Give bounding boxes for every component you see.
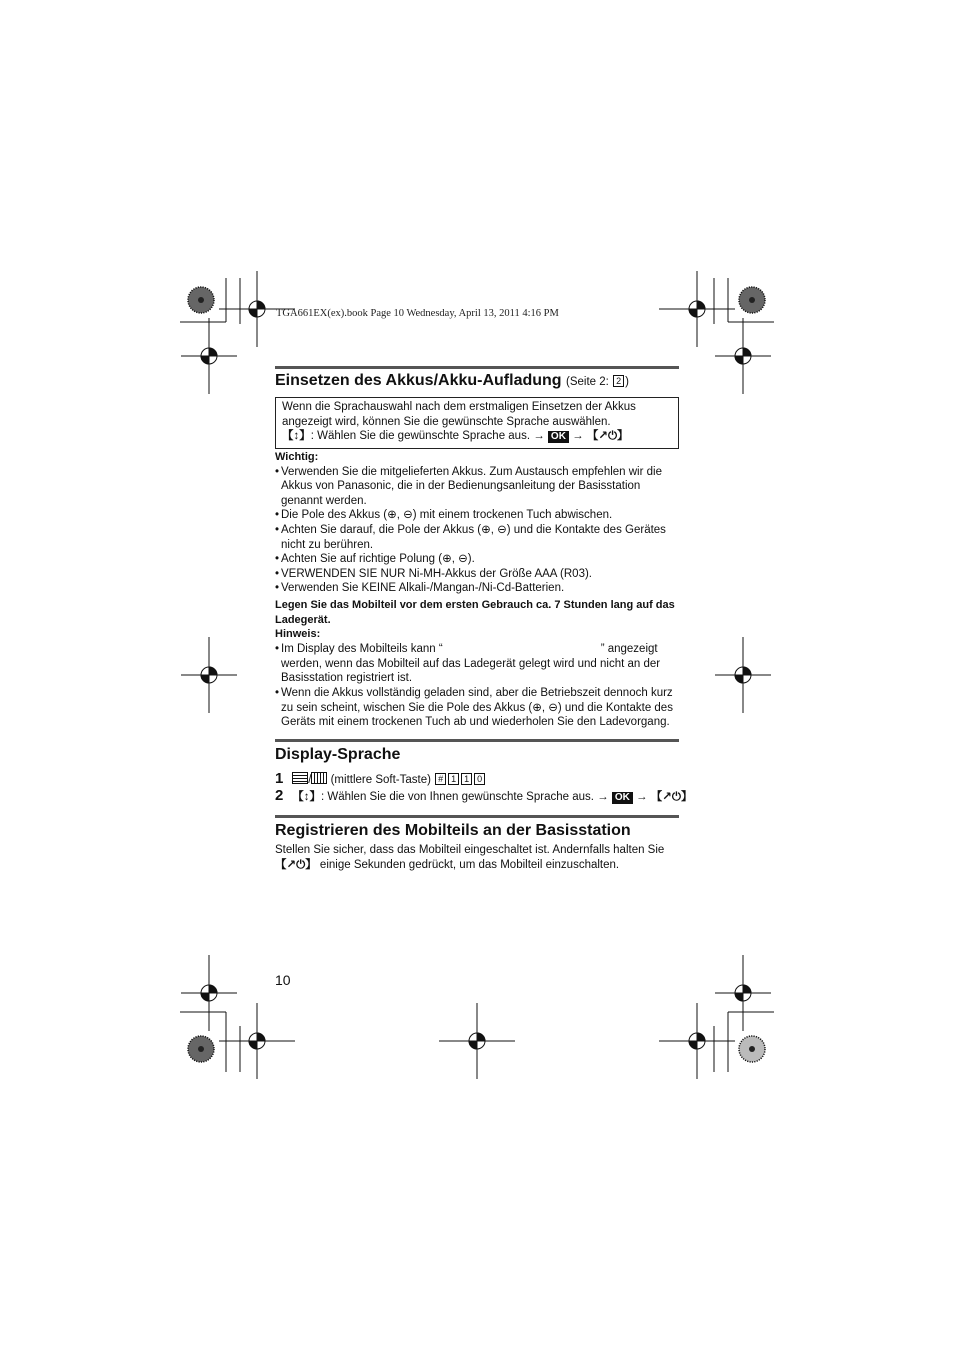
box-line: Wenn die Sprachauswahl nach dem erstmaligen Einsetzen der Akkus [282, 401, 636, 413]
section1-heading [275, 372, 679, 390]
off-key-icon: 【↗⏻】 [650, 791, 693, 803]
key-icon: 1 [448, 773, 459, 785]
off-key-icon: 【↗⏻】 [586, 430, 629, 443]
off-key-icon: 【↗⏻】 [275, 858, 317, 871]
section3-line: Stellen Sie sicher, dass das Mobilteil eingeschaltet ist. Andernfalls halten Sie [275, 844, 665, 856]
section3-line: 【↗⏻】 einige Sekunden gedrückt, um das Mobilteil einzuschalten. [275, 858, 620, 871]
navigator-key-icon: 【↕】 [292, 791, 321, 803]
box-line: angezeigt wird, können Sie die gewünschte Sprache auswählen. [282, 415, 611, 428]
print-header-line: TGA661EX(ex).book Page 10 Wednesday, April 13, 2011 4:16 PM [276, 308, 559, 319]
menu-grid-icon [311, 772, 327, 784]
charging-note: Legen Sie das Mobilteil vor dem ersten Gebrauch ca. 7 Stunden lang auf das Ladegerät. [275, 599, 675, 626]
menu-icon [292, 772, 308, 784]
hinweis-list [275, 642, 679, 730]
navigator-key-icon: 【↕】 [282, 430, 311, 443]
wichtig-list [275, 465, 679, 596]
section3 [275, 822, 679, 872]
list-item: • VERWENDEN SIE NUR Ni-MH-Akkus der Größe AAA (R03). [275, 567, 679, 582]
list-item: • Verwenden Sie die mitgelieferten Akkus. Zum Austausch empfehlen wir die Akkus von Panasonic, die in der Bedienungsanleitung der Basisstation genannt werden. [275, 465, 679, 509]
section2-title: Display-Sprache [275, 746, 401, 763]
box-line: 【↕】: Wählen Sie die gewünschte Sprache aus. → OK → 【↗⏻】 [282, 430, 629, 443]
ok-key-icon: OK [548, 431, 569, 443]
page-ref-key: 2 [613, 375, 624, 387]
section3-title: Registrieren des Mobilteils an der Basisstation [275, 822, 631, 839]
list-item: • Achten Sie auf richtige Polung (⊕, ⊖). [275, 552, 679, 567]
key-icon: 0 [474, 773, 485, 785]
section2-steps [275, 770, 693, 805]
list-item: • Verwenden Sie KEINE Alkali-/Mangan-/Ni-Cd-Batterien. [275, 581, 679, 596]
language-info-box [275, 397, 679, 449]
list-item: • Achten Sie darauf, die Pole der Akkus (⊕, ⊖) und die Kontakte des Gerätes nicht zu berühren. [275, 523, 679, 552]
page-number: 10 [275, 972, 291, 988]
section-rule [275, 815, 679, 818]
section1-body [275, 450, 679, 730]
section1-title [275, 372, 679, 390]
list-item: • Wenn die Akkus vollständig geladen sind, aber die Betriebszeit dennoch kurz zu sein scheint, wischen Sie die Pole des Akkus (⊕, ⊖) und die Kontakte des Geräts mit einem trockenen Tuch ab und wiederholen Sie den Ladevorgang. [275, 686, 679, 730]
list-item: • Im Display des Mobilteils kann “ ” angezeigt werden, wenn das Mobilteil auf das Ladegerät gelegt wird und nicht an der Basisstation registriert ist. [275, 642, 679, 686]
key-icon: # [435, 773, 446, 785]
key-icon: 1 [461, 773, 472, 785]
ok-key-icon: OK [612, 792, 633, 804]
step-1: 1 / (mittlere Soft-Taste) # 1 1 0 [275, 771, 679, 788]
wichtig-label: Wichtig: [275, 451, 319, 463]
section-rule [275, 739, 679, 742]
hinweis-label: Hinweis: [275, 628, 321, 641]
section1-page-ref: (Seite 2: 2 ) [566, 376, 629, 388]
list-item: • Die Pole des Akkus (⊕, ⊖) mit einem trockenen Tuch abwischen. [275, 508, 679, 523]
section-rule [275, 366, 679, 369]
section1-title-text: Einsetzen des Akkus/Akku-Aufladung [275, 372, 562, 389]
step-2: 2 【↕】: Wählen Sie die von Ihnen gewünschte Sprache aus. → OK → 【↗⏻】 [275, 787, 693, 804]
section2 [275, 746, 693, 805]
